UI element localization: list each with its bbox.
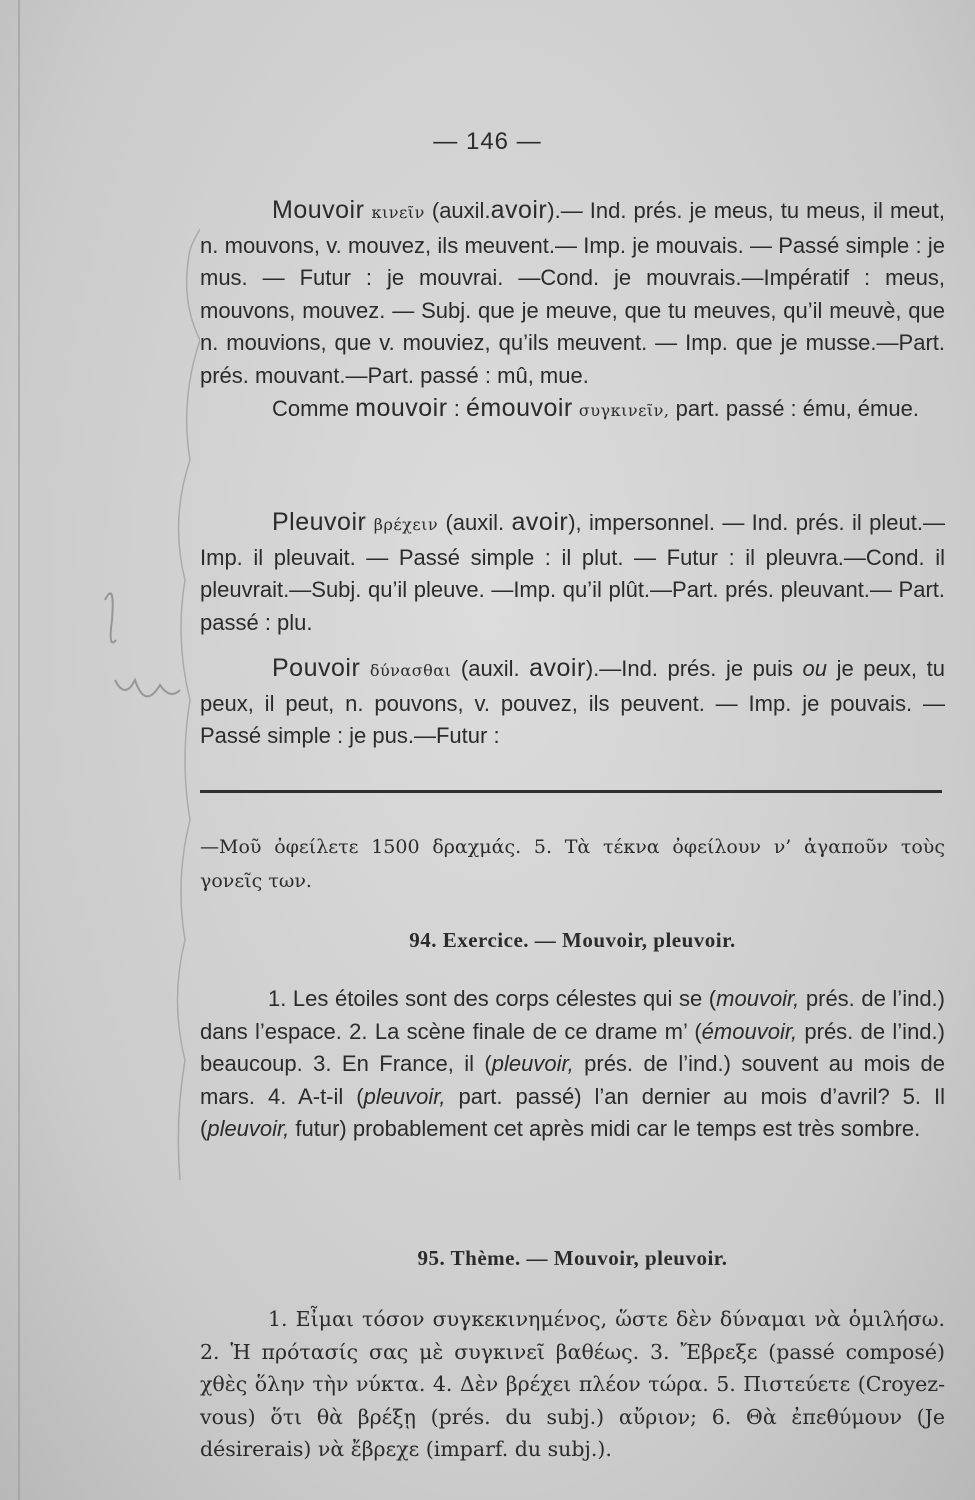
- entry-pouvoir: [200, 652, 945, 753]
- ex-text: 1. Les étoiles sont des corps célestes qui se (: [268, 986, 717, 1011]
- comme-term1: mouvoir: [355, 394, 448, 422]
- page-number: — 146 —: [433, 128, 542, 155]
- exercise-94-title: 94. Exercice. — Mouvoir, pleuvoir.: [409, 928, 736, 952]
- conjugation-text-a: ).—Ind. prés. je puis: [585, 656, 793, 681]
- entry-pleuvoir: [200, 506, 945, 639]
- conjugation-text: — Ind. prés. je meus, tu meus, il meut, n. mouvons, v. mouvez, ils meuvent.— Imp. je mouvais. — Passé simple : je mus. — Futur : je mouvrai. —Cond. je mouvrais.—Impératif : meus, mouvons, mouvez. — Subj. que je meuve, que tu meuves, qu’il meuvè, que n. mouvions, que v. mouviez, qu’ils meuvent. — Imp. que je musse.—Part. prés. mouvant.—Part. passé : mû, mue.: [200, 198, 945, 388]
- ex-verb: émouvoir,: [701, 1018, 798, 1044]
- pasted-strip-divider: [200, 790, 942, 793]
- greek-gloss: δύνασθαι: [369, 661, 452, 680]
- comme-term2: émouvoir: [465, 394, 573, 422]
- ex-text: part. passé) l’an dernier au mois d’avril? 5. Il (: [200, 1083, 945, 1141]
- ex-text: prés. de l’ind.) beaucoup. 3. En France, il (: [200, 1018, 945, 1076]
- term-pouvoir: Pouvoir: [272, 654, 361, 682]
- aux-close: ).: [547, 198, 561, 223]
- ex-verb: mouvoir,: [716, 986, 800, 1011]
- aux-open: (auxil.: [445, 510, 505, 535]
- ex-verb: pleuvoir,: [491, 1051, 574, 1076]
- theme-95-title: 95. Thème. — Mouvoir, pleuvoir.: [417, 1246, 728, 1270]
- greek-fragment: [200, 830, 945, 898]
- pencil-annotation-marks: [90, 180, 200, 1380]
- aux-word: avoir: [490, 196, 548, 224]
- greek-gloss: κινεῖν: [371, 203, 425, 222]
- ex-text: prés. de l’ind.) souvent au mois de mars. 4. A-t-il (: [200, 1051, 945, 1109]
- greek-gloss: βρέχειν: [373, 515, 439, 534]
- term-pleuvoir: Pleuvoir: [272, 508, 367, 536]
- exercise-94-body: [200, 983, 945, 1146]
- ex-text: prés. de l’ind.) dans l’espace. 2. La scène finale de ce drame m’ (: [200, 986, 945, 1044]
- aux-open: (auxil.: [431, 198, 491, 223]
- ex-verb: pleuvoir,: [363, 1083, 446, 1109]
- entry-mouvoir: [200, 194, 945, 428]
- ex-verb: pleuvoir,: [207, 1116, 290, 1141]
- aux-word: avoir: [529, 654, 586, 682]
- ex-text: futur) probablement cet après midi car le temps est très sombre.: [289, 1116, 921, 1141]
- greek-fragment-text: —Μοῦ ὀφείλετε 1500 δραχμάς. 5. Τὰ τέκνα ὀφείλουν ν’ ἀγαποῦν τοὺς γονεῖς των.: [200, 836, 945, 892]
- theme-95-text: 1. Εἶμαι τόσον συγκεκινημένος, ὥστε δὲν δύναμαι νὰ ὁμιλήσω. 2. Ἡ πρότασίς σας μὲ συγκινεῖ βαθέως. 3. Ἔβρεξε (passé composé) χθὲς ὅλην τὴν νύκτα. 4. Δὲν βρέχει πλέον τώρα. 5. Πιστεύετε (Croyez-vous) ὅτι θὰ βρέξῃ (prés. du subj.) αὔριον; 6. Θὰ ἐπεθύμουν (Je désirerais) νὰ ἔβρεχε (imparf. du subj.).: [200, 1307, 945, 1461]
- aux-open: (auxil.: [460, 656, 520, 681]
- comme-lead: Comme: [272, 396, 350, 421]
- comme-text: part. passé : ému, émue.: [675, 396, 919, 421]
- comme-greek: συγκινεῖν,: [578, 401, 670, 420]
- conjugation-text-b: je peux, tu peux, il peut, n. pouvons, v. pouvez, ils peuvent. — Imp. je pouvais. — Passé simple : je pus.—Futur :: [200, 656, 945, 748]
- aux-word: avoir: [511, 508, 569, 536]
- term-mouvoir: Mouvoir: [272, 196, 365, 224]
- theme-95-body: [200, 1303, 945, 1466]
- comme-colon: :: [453, 396, 460, 421]
- page-edge: [18, 0, 20, 1500]
- conjugation-text: ), impersonnel. — Ind. prés. il pleut.—Imp. il pleuvait. — Passé simple : il plut. — Futur : il pleuvra.—Cond. il pleuvrait.—Subj. qu’il pleuve. —Imp. qu’il plût.—Part. prés. pleuvant.— Part. passé : plu.: [200, 510, 945, 635]
- ou-italic: ou: [802, 656, 828, 681]
